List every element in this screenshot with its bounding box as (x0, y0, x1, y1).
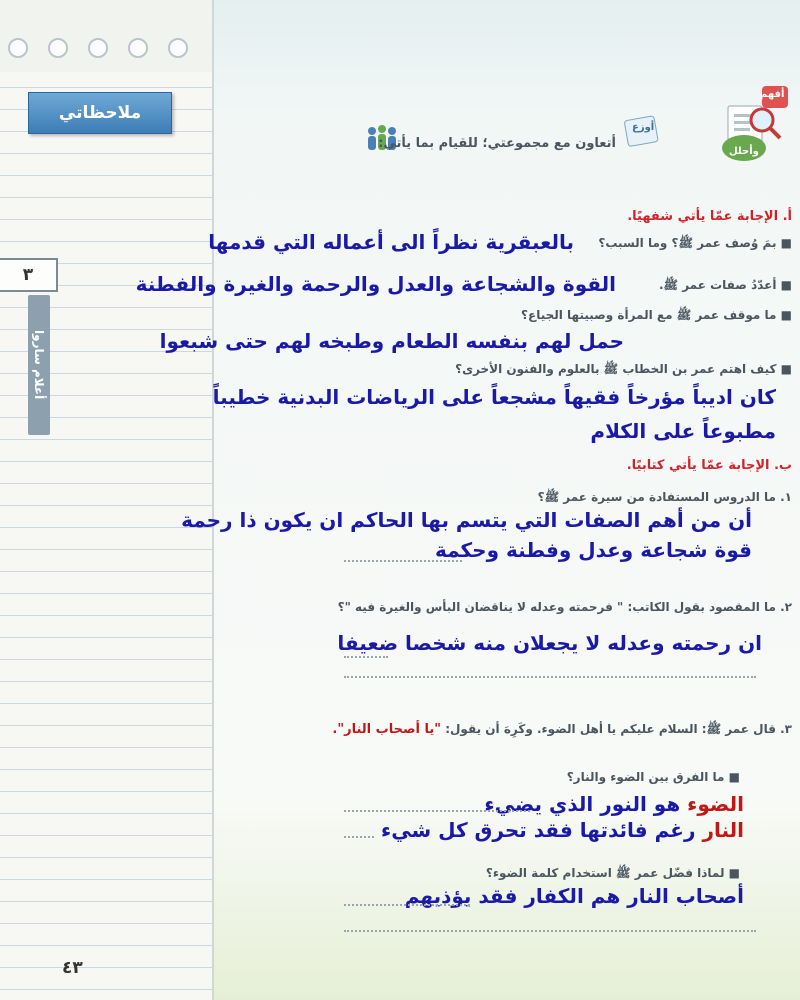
section-b-sub-answer-1-line-1 (484, 792, 744, 816)
section-a-answer-3: حمل لهم بنفسه الطعام وطبخه لهم حتى شبعوا (159, 329, 624, 353)
binder-hole-icon (48, 38, 68, 58)
section-b-question-3-prefix: ٣. قال عمر ﷺ: السلام عليكم يا أهل الضوء. وكَرِهَ أن يقول: (441, 722, 792, 736)
section-b-sub-question-2: ■ لماذا فضّل عمر ﷺ استخدام كلمة الضوء؟ (485, 866, 740, 880)
highlight-word-fire: النار (702, 818, 744, 842)
answer-line (344, 930, 756, 932)
section-a-answer-4-line-2: مطبوعاً على الكلام (590, 419, 776, 443)
unit-number: ٣ (0, 258, 58, 292)
answer-line (344, 676, 756, 678)
analyze-badge: وأحلل (729, 146, 759, 157)
binder-hole-icon (8, 38, 28, 58)
instruction-text: أتعاون مع مجموعتي؛ للقيام بما يأتي: (378, 136, 616, 151)
answer-line (344, 810, 530, 812)
notes-column (0, 0, 214, 1000)
section-b-question-1: ١. ما الدروس المستفادة من سيرة عمر ﷺ؟ (537, 490, 792, 504)
answer-line (344, 836, 374, 838)
section-a-answer-1: بالعبقرية نظراً الى أعماله التي قدمها (208, 230, 574, 254)
highlight-word-light: الضوء (687, 792, 744, 816)
section-b-title: ب. الإجابة عمّا يأتي كتابيًا. (626, 458, 792, 473)
section-b-sub-answer-2: أصحاب النار هم الكفار فقد يؤذيهم (404, 884, 744, 908)
binder-hole-icon (168, 38, 188, 58)
section-b-question-2: ٢. ما المقصود بقول الكاتب: " فرحمته وعدله لا يناقضان البأس والغيرة فيه "؟ (337, 600, 792, 614)
sub-answer-text: رغم فائدتها فقد تحرق كل شيء (381, 818, 703, 842)
section-b-sub-question-1: ■ ما الفرق بين الضوء والنار؟ (566, 770, 740, 784)
section-b-answer-2: ان رحمته وعدله لا يجعلان منه شخصا ضعيفا (337, 631, 762, 655)
unit-title: أعلام ساروا (32, 330, 46, 400)
section-b-answer-1-line-1: أن من أهم الصفات التي يتسم بها الحاكم ان يكون ذا رحمة (181, 508, 752, 532)
section-a-answer-2: القوة والشجاعة والعدل والرحمة والغيرة والفطنة (135, 272, 616, 296)
answer-line (344, 656, 388, 658)
section-b-answer-1-line-2: قوة شجاعة وعدل وفطنة وحكمة (435, 538, 752, 562)
answer-line (344, 560, 462, 562)
section-b-sub-answer-1-line-2 (381, 818, 744, 842)
notes-title: ملاحظاتي (28, 92, 172, 134)
section-a-question-3: ■ ما موقف عمر ﷺ مع المرأة وصبيتها الجياع؟ (521, 308, 792, 322)
worksheet-page (135, 0, 800, 1000)
sub-answer-text: هو النور الذي يضيء (484, 792, 688, 816)
section-a-answer-4-line-1: كان اديباً مؤرخاً فقيهاً مشجعاً على الرياضات البدنية خطيباً (212, 385, 776, 409)
section-b-question-3 (332, 722, 792, 739)
group-badge: أوزع (632, 122, 655, 133)
notes-header-band (0, 0, 212, 72)
binder-hole-icon (88, 38, 108, 58)
section-a-title: أ. الإجابة عمّا يأتي شفهيًا. (627, 209, 792, 224)
answer-line (344, 904, 470, 906)
page-number: ٤٣ (62, 958, 83, 978)
section-a-question-2: ■ أعدّدُ صفات عمر ﷺ. (658, 278, 792, 292)
understand-badge: أفهم (760, 89, 785, 100)
section-b-question-3-quote: "يا أصحاب النار". (332, 722, 442, 737)
binder-hole-icon (128, 38, 148, 58)
section-a-question-1: ■ بمَ وُصف عمر ﷺ؟ وما السبب؟ (598, 236, 792, 250)
section-a-question-4: ■ كيف اهتم عمر بن الخطاب ﷺ بالعلوم والفنون الأخرى؟ (455, 362, 792, 376)
